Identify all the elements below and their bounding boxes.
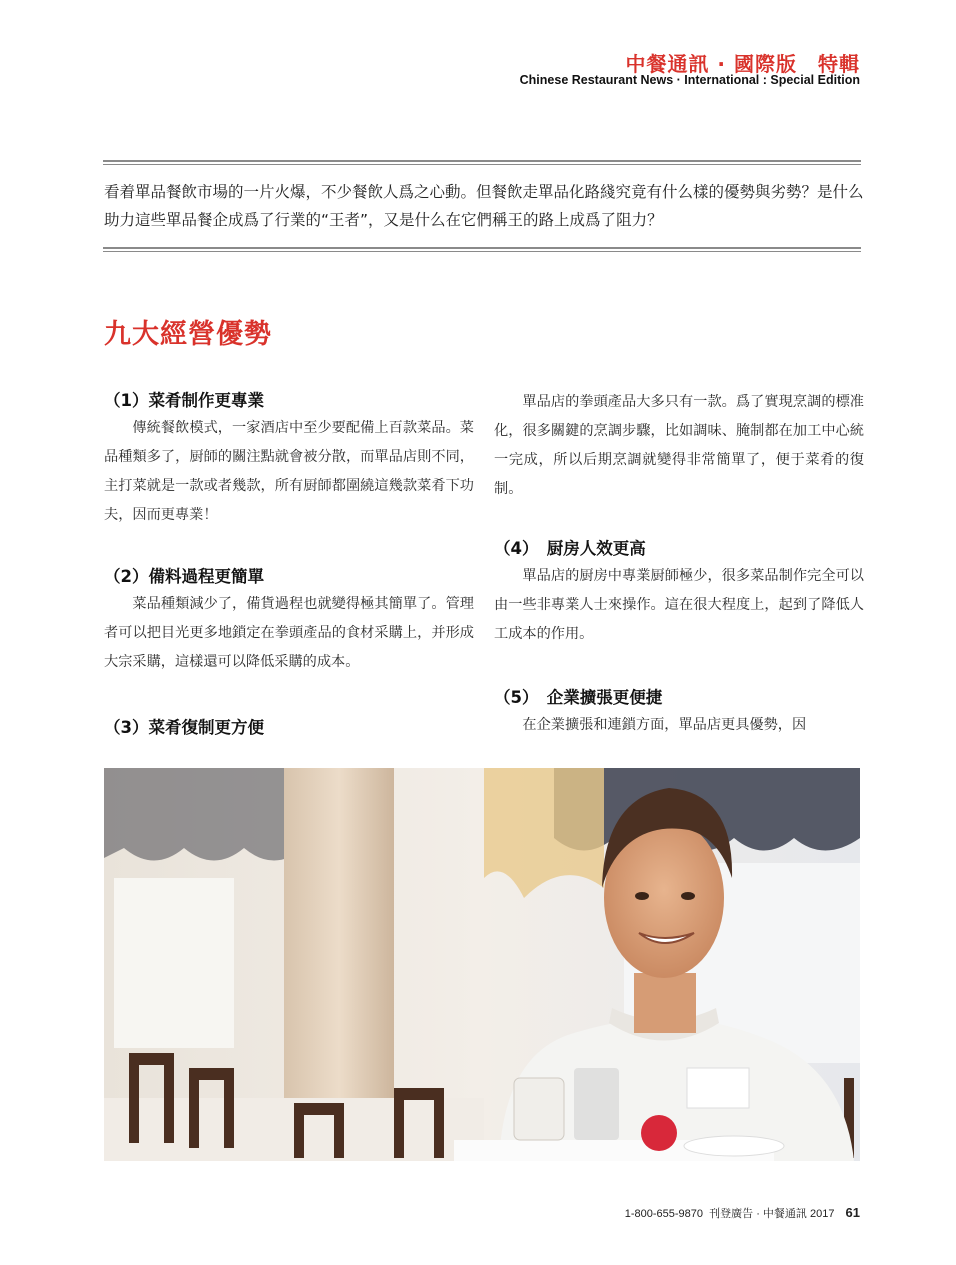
right-column (494, 388, 864, 740)
page-number: 61 (845, 1205, 860, 1220)
point-4-heading: （4） 厨房人效更高 (494, 539, 646, 558)
header-title-en: Chinese Restaurant News · International : Special Edition (519, 73, 860, 87)
point-1-body: 傳統餐飲模式，一家酒店中至少要配備上百款菜品。菜品種類多了，厨師的關注點就會被分散，而單品店則不同，主打菜就是一款或者幾款，所有厨師都圍繞這幾款菜肴下功夫，因而更專業！ (104, 420, 474, 523)
intro-paragraph: 看着單品餐飲市場的一片火爆，不少餐飲人爲之心動。但餐飲走單品化路綫究竟有什么樣的優勢與劣勢？是什么助力這些單品餐企成爲了行業的“王者”，又是什么在它們稱王的路上成爲了阻力？ (104, 183, 864, 229)
point-3-body: 單品店的拳頭產品大多只有一款。爲了實現烹調的標准化，很多關鍵的烹調步驟，比如調味、腌制都在加工中心統一完成，所以后期烹調就變得非常簡單了，便于菜肴的復制。 (494, 394, 864, 497)
point-2-body: 菜品種類減少了，備貨過程也就變得極其簡單了。管理者可以把目光更多地鎖定在拳頭產品的食材采購上，并形成大宗采購，這樣還可以降低采購的成本。 (104, 596, 474, 670)
point-3-heading: （3）菜肴復制更方便 (104, 718, 264, 737)
footer-text: 刊登廣告 · 中餐通訊 2017 (709, 1208, 835, 1220)
left-column (104, 388, 474, 741)
footer-phone: 1-800-655-9870 (624, 1208, 704, 1220)
page-footer (625, 1205, 860, 1221)
restaurant-photo (104, 768, 860, 1161)
point-1-heading: （1）菜肴制作更專業 (104, 391, 264, 410)
header-title-cn: 中餐通訊 · 國際版 特輯 (625, 52, 860, 76)
point-4-body: 單品店的厨房中專業厨師極少，很多菜品制作完全可以由一些非專業人士來操作。這在很大程度上，起到了降低人工成本的作用。 (494, 568, 864, 642)
section-title: 九大經營優勢 (104, 319, 272, 350)
point-5-heading: （5） 企業擴張更便捷 (494, 688, 663, 707)
point-2-heading: （2）備料過程更簡單 (104, 567, 264, 586)
photo-icon (104, 768, 860, 1161)
bottom-rule (103, 247, 861, 249)
point-5-body: 在企業擴張和連鎖方面，單品店更具優勢，因 (522, 717, 807, 733)
top-rule (103, 160, 861, 162)
